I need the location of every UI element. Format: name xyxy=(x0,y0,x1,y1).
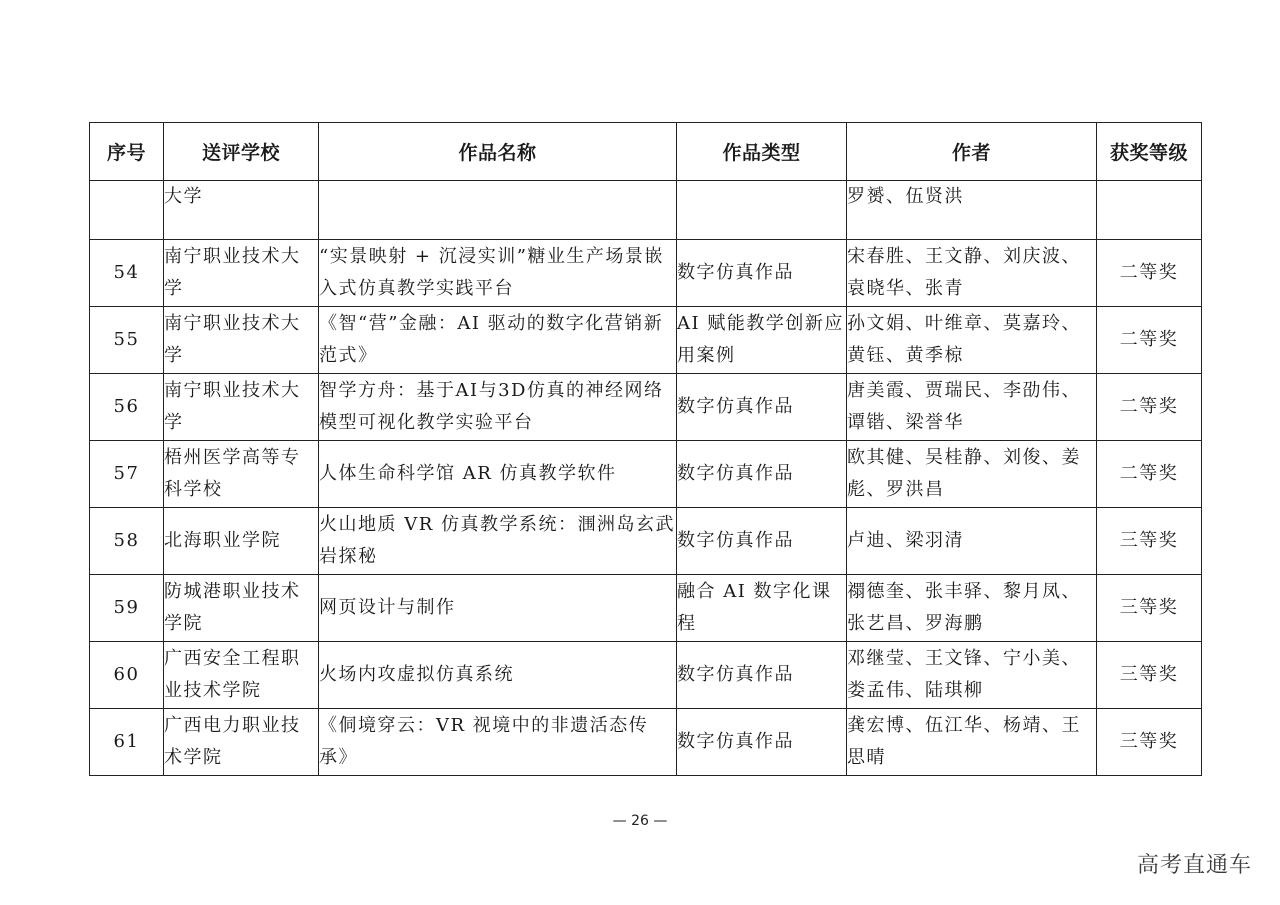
cell-authors xyxy=(847,642,1097,709)
cell-school xyxy=(164,642,319,709)
cell-level: 二等奖 xyxy=(1097,374,1202,441)
cell-authors-text: 宋春胜、王文静、刘庆波、袁晓华、张青 xyxy=(847,246,1081,299)
table-row xyxy=(90,240,1202,307)
cell-authors-text: 孙文娟、叶维章、莫嘉玲、黄钰、黄季椋 xyxy=(847,313,1081,366)
cell-authors xyxy=(847,307,1097,374)
cell-level: 二等奖 xyxy=(1097,307,1202,374)
table-row xyxy=(90,508,1202,575)
cell-title xyxy=(319,441,677,508)
cell-title-text: 《侗境穿云：VR 视境中的非遗活态传承》 xyxy=(319,715,649,768)
table-row xyxy=(90,642,1202,709)
cell-school xyxy=(164,307,319,374)
cell-authors-text: 唐美霞、贾瑞民、李劭伟、谭锴、梁誉华 xyxy=(847,380,1081,433)
cell-level xyxy=(1097,181,1202,240)
cell-level: 二等奖 xyxy=(1097,441,1202,508)
cell-type xyxy=(677,307,847,374)
cell-title-text: 火山地质 VR 仿真教学系统：涠洲岛玄武岩探秘 xyxy=(319,514,675,567)
cell-type xyxy=(677,709,847,776)
cell-school xyxy=(164,709,319,776)
cell-school xyxy=(164,240,319,307)
cell-title-text: “实景映射 + 沉浸实训”糖业生产场景嵌入式仿真教学实践平台 xyxy=(319,246,664,299)
cell-title xyxy=(319,181,677,240)
cell-type xyxy=(677,642,847,709)
cell-school xyxy=(164,374,319,441)
cell-no: 56 xyxy=(90,374,164,441)
header-school: 送评学校 xyxy=(164,123,319,181)
cell-authors-text: 龚宏博、伍江华、杨靖、王思晴 xyxy=(847,715,1081,768)
cell-school-text: 北海职业学院 xyxy=(164,530,281,551)
cell-type-text: 数字仿真作品 xyxy=(677,262,794,283)
page-number: — 26 — xyxy=(612,813,668,829)
cell-title-text: 火场内攻虚拟仿真系统 xyxy=(319,664,514,685)
cell-school xyxy=(164,181,319,240)
cell-authors xyxy=(847,709,1097,776)
cell-type-text: 数字仿真作品 xyxy=(677,463,794,484)
cell-authors xyxy=(847,575,1097,642)
cell-title xyxy=(319,240,677,307)
cell-school-text: 防城港职业技术学院 xyxy=(164,581,301,634)
table-body xyxy=(90,181,1202,776)
cell-authors xyxy=(847,441,1097,508)
cell-school-text: 南宁职业技术大学 xyxy=(164,246,301,299)
table-row xyxy=(90,709,1202,776)
cell-level: 三等奖 xyxy=(1097,508,1202,575)
cell-title xyxy=(319,709,677,776)
cell-no: 59 xyxy=(90,575,164,642)
table-row-continuation xyxy=(90,181,1202,240)
cell-school xyxy=(164,441,319,508)
cell-title xyxy=(319,575,677,642)
cell-school-text: 广西电力职业技术学院 xyxy=(164,715,301,768)
cell-authors-text: 卢迪、梁羽清 xyxy=(847,530,964,551)
cell-authors-text: 邓继莹、王文锋、宁小美、娄孟伟、陆琪柳 xyxy=(847,648,1081,701)
table-header xyxy=(90,123,1202,181)
header-authors: 作者 xyxy=(847,123,1097,181)
cell-title xyxy=(319,374,677,441)
cell-type xyxy=(677,575,847,642)
cell-school xyxy=(164,508,319,575)
cell-no: 54 xyxy=(90,240,164,307)
awards-table xyxy=(89,122,1202,776)
cell-authors xyxy=(847,508,1097,575)
table-row xyxy=(90,575,1202,642)
cell-type xyxy=(677,508,847,575)
cell-authors xyxy=(847,240,1097,307)
header-title: 作品名称 xyxy=(319,123,677,181)
cell-school-text: 大学 xyxy=(164,186,203,207)
cell-school-text: 南宁职业技术大学 xyxy=(164,313,301,366)
cell-type xyxy=(677,374,847,441)
watermark-text: 高考直通车 xyxy=(1136,853,1252,878)
cell-title xyxy=(319,508,677,575)
cell-no: 55 xyxy=(90,307,164,374)
header-no: 序号 xyxy=(90,123,164,181)
cell-no: 61 xyxy=(90,709,164,776)
cell-type-text: 数字仿真作品 xyxy=(677,731,794,752)
cell-school-text: 南宁职业技术大学 xyxy=(164,380,301,433)
cell-authors-text: 禤德奎、张丰驿、黎月凤、张艺昌、罗海鹏 xyxy=(847,581,1081,634)
cell-authors-text: 罗赟、伍贤洪 xyxy=(847,186,964,207)
cell-type-text: 数字仿真作品 xyxy=(677,396,794,417)
cell-school-text: 广西安全工程职业技术学院 xyxy=(164,648,301,701)
cell-level: 二等奖 xyxy=(1097,240,1202,307)
cell-level: 三等奖 xyxy=(1097,575,1202,642)
cell-type xyxy=(677,441,847,508)
cell-no: 60 xyxy=(90,642,164,709)
header-row xyxy=(90,123,1202,181)
cell-type xyxy=(677,240,847,307)
cell-no xyxy=(90,181,164,240)
cell-title-text: 智学方舟：基于AI与3D仿真的神经网络模型可视化教学实验平台 xyxy=(319,380,664,433)
cell-title xyxy=(319,642,677,709)
cell-type xyxy=(677,181,847,240)
cell-no: 57 xyxy=(90,441,164,508)
cell-level: 三等奖 xyxy=(1097,709,1202,776)
cell-type-text: 数字仿真作品 xyxy=(677,530,794,551)
cell-authors xyxy=(847,374,1097,441)
cell-type-text: 数字仿真作品 xyxy=(677,664,794,685)
cell-school xyxy=(164,575,319,642)
cell-authors-text: 欧其健、吴桂静、刘俊、姜彪、罗洪昌 xyxy=(847,447,1081,500)
cell-school-text: 梧州医学高等专科学校 xyxy=(164,447,301,500)
cell-title xyxy=(319,307,677,374)
cell-level: 三等奖 xyxy=(1097,642,1202,709)
cell-title-text: 《智“营”金融：AI 驱动的数字化营销新范式》 xyxy=(319,313,664,366)
cell-no: 58 xyxy=(90,508,164,575)
table-row xyxy=(90,374,1202,441)
header-level: 获奖等级 xyxy=(1097,123,1202,181)
cell-title-text: 网页设计与制作 xyxy=(319,597,456,618)
table-row xyxy=(90,441,1202,508)
cell-type-text: AI 赋能教学创新应用案例 xyxy=(677,313,844,366)
cell-title-text: 人体生命科学馆 AR 仿真教学软件 xyxy=(319,463,617,484)
cell-authors xyxy=(847,181,1097,240)
header-type: 作品类型 xyxy=(677,123,847,181)
cell-type-text: 融合 AI 数字化课程 xyxy=(677,581,832,634)
table-row xyxy=(90,307,1202,374)
